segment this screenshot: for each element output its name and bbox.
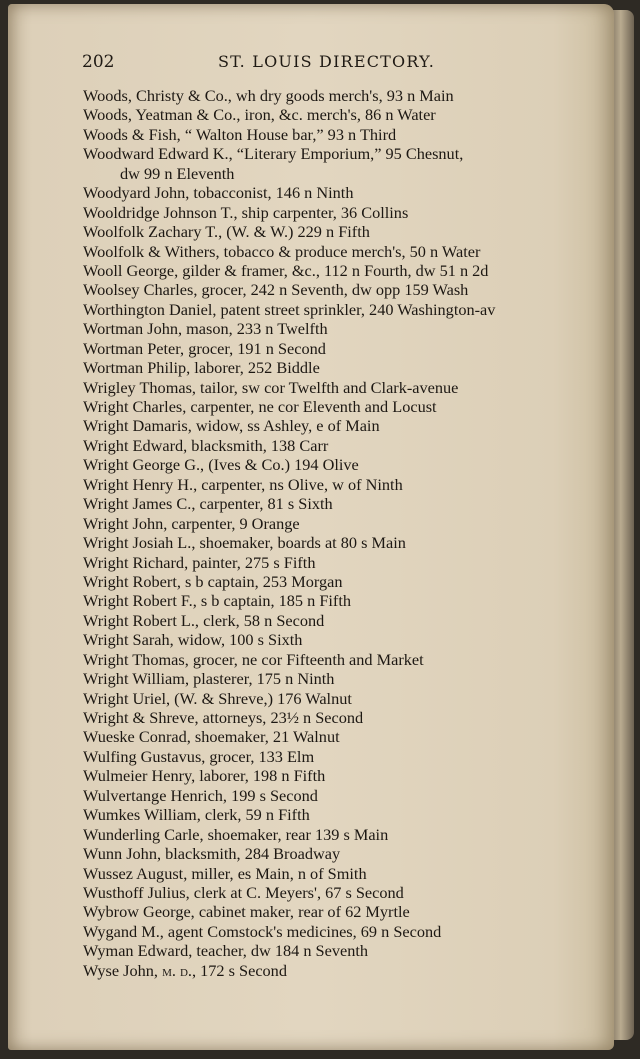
directory-entry: Wyman Edward, teacher, dw 184 n Seventh xyxy=(83,941,369,961)
directory-entry: Woods & Fish, “ Walton House bar,” 93 n Third xyxy=(83,124,397,144)
directory-entry: Woolfolk Zachary T., (W. & W.) 229 n Fifth xyxy=(83,222,370,242)
directory-entry: Wulvertange Henrich, 199 s Second xyxy=(83,785,318,805)
directory-entry: Wright William, plasterer, 175 n Ninth xyxy=(83,669,335,689)
directory-entry: Wussez August, miller, es Main, n of Smith xyxy=(83,863,367,883)
directory-entry: Wooll George, gilder & framer, &c., 112 n Fourth, dw 51 n 2d xyxy=(83,260,489,280)
directory-entry: Woods, Christy & Co., wh dry goods merch's, 93 n Main xyxy=(83,86,454,105)
directory-entry: Wright Damaris, widow, ss Ashley, e of Main xyxy=(83,416,380,436)
directory-entry: Woods, Yeatman & Co., iron, &c. merch's, 86 n Water xyxy=(83,105,436,125)
directory-entry: Wortman Philip, laborer, 252 Biddle xyxy=(83,358,320,378)
directory-entry: Wright John, carpenter, 9 Orange xyxy=(83,513,300,533)
directory-entry: Wortman John, mason, 233 n Twelfth xyxy=(83,319,328,339)
directory-entry: Wright George G., (Ives & Co.) 194 Olive xyxy=(83,455,359,475)
degree-abbrev: m. d. xyxy=(162,960,192,980)
directory-entry: Wusthoff Julius, clerk at C. Meyers', 67 s Second xyxy=(83,882,404,902)
directory-entry: Wright Uriel, (W. & Shreve,) 176 Walnut xyxy=(83,688,352,708)
directory-entry: Wright Henry H., carpenter, ns Olive, w of Ninth xyxy=(83,474,403,494)
directory-entry: Wybrow George, cabinet maker, rear of 62 Myrtle xyxy=(83,902,410,922)
directory-entry: Wright Charles, carpenter, ne cor Eleventh and Locust xyxy=(83,397,437,416)
directory-entry: Woolsey Charles, grocer, 242 n Seventh, dw opp 159 Wash xyxy=(83,280,469,300)
directory-entries xyxy=(83,86,603,980)
entry-continuation: dw 99 n Eleventh xyxy=(120,163,235,183)
directory-entry: Wueske Conrad, shoemaker, 21 Walnut xyxy=(83,727,340,747)
directory-entry: Wright Robert F., s b captain, 185 n Fifth xyxy=(83,591,352,611)
directory-entry: Wyse John, m. d., 172 s Second xyxy=(83,960,287,980)
directory-entry: Wumkes William, clerk, 59 n Fifth xyxy=(83,805,310,825)
directory-entry: Wright Thomas, grocer, ne cor Fifteenth and Market xyxy=(83,649,424,669)
directory-entry: Wunn John, blacksmith, 284 Broadway xyxy=(83,844,341,864)
facing-page-edge xyxy=(612,10,634,1040)
directory-entry: Wright Edward, blacksmith, 138 Carr xyxy=(83,435,329,455)
directory-entry: Wrigley Thomas, tailor, sw cor Twelfth and Clark-avenue xyxy=(83,377,459,397)
page-header xyxy=(82,52,482,76)
directory-entry: Wright Richard, painter, 275 s Fifth xyxy=(83,552,316,572)
directory-entry: Wunderling Carle, shoemaker, rear 139 s Main xyxy=(83,824,389,844)
directory-entry: Wygand M., agent Comstock's medicines, 69 n Second xyxy=(83,921,442,941)
directory-entry: Wright & Shreve, attorneys, 23½ n Second xyxy=(83,708,364,727)
page-number: 202 xyxy=(82,52,115,72)
directory-entry: Woolfolk & Withers, tobacco & produce merch's, 50 n Water xyxy=(83,241,481,261)
directory-entry: Woodward Edward K., “Literary Emporium,” 95 Chesnut, xyxy=(83,144,464,164)
directory-entry: Worthington Daniel, patent street sprinkler, 240 Washington-av xyxy=(83,299,496,319)
directory-entry: Wright Robert L., clerk, 58 n Second xyxy=(83,610,325,630)
directory-entry: Wooldridge Johnson T., ship carpenter, 36 Collins xyxy=(83,202,409,222)
directory-entry: Woodyard John, tobacconist, 146 n Ninth xyxy=(83,183,354,203)
directory-entry: Wright Josiah L., shoemaker, boards at 80 s Main xyxy=(83,533,406,553)
directory-entry: Wright James C., carpenter, 81 s Sixth xyxy=(83,494,333,514)
directory-entry: Wulfing Gustavus, grocer, 133 Elm xyxy=(83,746,315,766)
directory-entry: Wulmeier Henry, laborer, 198 n Fifth xyxy=(83,766,326,786)
running-title: ST. LOUIS DIRECTORY. xyxy=(218,52,436,71)
directory-entry: Wright Robert, s b captain, 253 Morgan xyxy=(83,571,343,591)
directory-entry: Wright Sarah, widow, 100 s Sixth xyxy=(83,630,303,650)
directory-entry: Wortman Peter, grocer, 191 n Second xyxy=(83,338,326,358)
